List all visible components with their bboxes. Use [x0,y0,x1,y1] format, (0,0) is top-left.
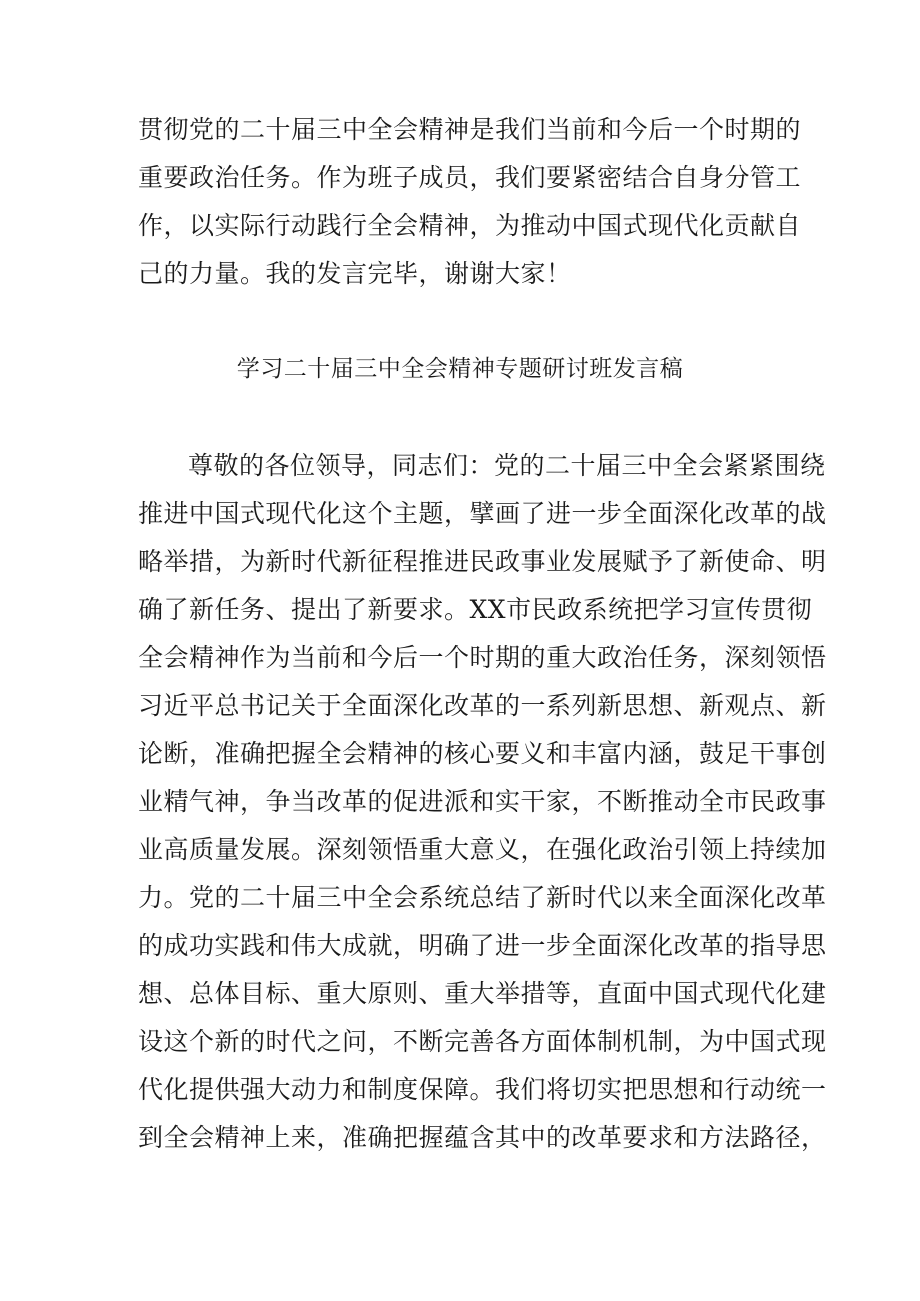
body-line-11: 的成功实践和伟大成就，明确了进一步全面深化改革的指导思 [138,931,827,960]
body-line-10: 力。党的二十届三中全会系统总结了新时代以来全面深化改革 [138,883,827,912]
body-line-6: 习近平总书记关于全面深化改革的一系列新思想、新观点、新 [138,691,827,720]
intro-line-2: 重要政治任务。作为班子成员，我们要紧密结合自身分管工 [138,163,802,192]
body-line-4: 确了新任务、提出了新要求。XX市民政系统把学习宣传贯彻 [138,595,813,624]
body-line-7: 论断，准确把握全会精神的核心要义和丰富内涵，鼓足干事创 [138,739,827,768]
body-line-14: 代化提供强大动力和制度保障。我们将切实把思想和行动统一 [138,1075,827,1104]
intro-line-1: 贯彻党的二十届三中全会精神是我们当前和今后一个时期的 [138,115,802,144]
body-line-9: 业高质量发展。深刻领悟重大意义，在强化政治引领上持续加 [138,835,827,864]
body-line-8: 业精气神，争当改革的促进派和实干家，不断推动全市民政事 [138,787,827,816]
body-line-1: 尊敬的各位领导，同志们：党的二十届三中全会紧紧围绕 [188,451,826,480]
body-line-15: 到全会精神上来，准确把握蕴含其中的改革要求和方法路径， [138,1123,827,1152]
intro-line-4: 己的力量。我的发言完毕，谢谢大家！ [138,259,572,288]
body-line-3: 略举措，为新时代新征程推进民政事业发展赋予了新使命、明 [138,547,827,576]
intro-line-3: 作，以实际行动践行全会精神，为推动中国式现代化贡献自 [138,211,802,240]
body-line-13: 设这个新的时代之问，不断完善各方面体制机制，为中国式现 [138,1027,827,1056]
body-line-5: 全会精神作为当前和今后一个时期的重大政治任务，深刻领悟 [138,643,827,672]
body-line-2: 推进中国式现代化这个主题，擘画了进一步全面深化改革的战 [138,499,827,528]
body-line-12: 想、总体目标、重大原则、重大举措等，直面中国式现代化建 [138,979,827,1008]
section-title: 学习二十届三中全会精神专题研讨班发言稿 [236,356,684,382]
